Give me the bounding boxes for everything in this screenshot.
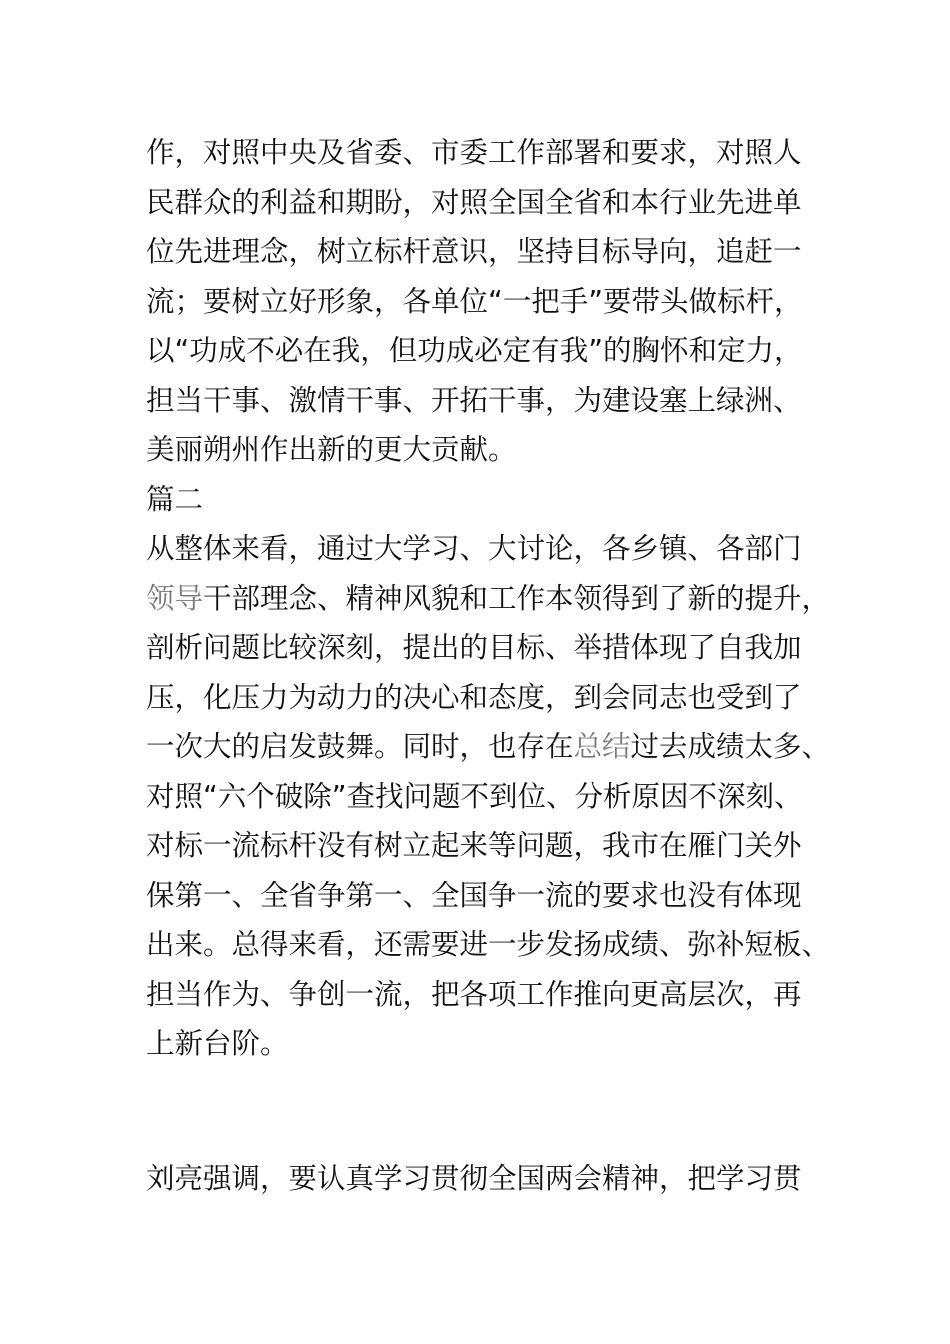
text-line [146, 673, 846, 723]
text-segment: 作，对照中央及省委、市委工作部署和要求，对照人 [146, 136, 802, 169]
text-line [146, 623, 846, 673]
text-segment: 保第一、全省争第一、全国争一流的要求也没有体现 [146, 878, 802, 912]
text-line [146, 574, 846, 624]
text-segment: 出来。总得来看，还需要进一步发扬成绩、弥补短板、 [146, 928, 831, 961]
text-line [146, 920, 846, 970]
text-segment: 担当干事、激情干事、开拓干事，为建设塞上绿洲、 [146, 383, 802, 417]
text-segment: 压，化压力为动力的决心和态度，到会同志也受到了 [146, 680, 802, 714]
text-line [146, 821, 846, 871]
text-segment: 剖析问题比较深刻，提出的目标、举措体现了自我加 [146, 631, 802, 664]
text-line [146, 178, 846, 228]
text-segment: 位先进理念，树立标杆意识，坚持目标导向，追赶一 [146, 235, 802, 268]
text-segment: 民群众的利益和期盼，对照全国全省和本行业先进单 [146, 185, 802, 219]
text-line [146, 277, 846, 327]
text-line [146, 227, 846, 277]
text-segment: 担当作为、争创一流，把各项工作推向更高层次，再 [146, 977, 802, 1011]
text-line [146, 326, 846, 376]
text-segment: 美丽朔州作出新的更大贡献。 [146, 433, 517, 466]
text-line [146, 871, 846, 921]
text-line [146, 524, 846, 574]
text-line [146, 970, 846, 1020]
text-segment: 对标一流标杆没有树立起来等问题，我市在雁门关外 [146, 829, 802, 862]
text-segment: 过去成绩太多、 [630, 730, 831, 763]
text-line [146, 1154, 846, 1204]
text-line [146, 1019, 846, 1069]
text-line [146, 475, 846, 525]
text-segment: 以“功成不必在我，但功成必定有我”的胸怀和定力， [146, 334, 803, 367]
text-segment: 从整体来看，通过大学习、大讨论，各乡镇、各部门 [146, 532, 802, 565]
text-segment: 流；要树立好形象，各单位“一把手”要带头做标杆， [146, 284, 803, 318]
text-segment: 上新台阶。 [146, 1027, 289, 1060]
body-text-block-1 [146, 128, 846, 1069]
text-segment: 对照“六个破除”查找问题不到位、分析原因不深刻、 [146, 779, 803, 813]
highlighted-link-text[interactable]: 领导 [146, 581, 204, 615]
text-line [146, 772, 846, 822]
text-segment: 刘亮强调，要认真学习贯彻全国两会精神，把学习贯 [146, 1162, 802, 1195]
text-line [146, 722, 846, 772]
text-line [146, 376, 846, 426]
text-line [146, 425, 846, 475]
highlighted-link-text[interactable]: 总结 [573, 730, 631, 763]
text-segment: 干部理念、精神风貌和工作本领得到了新的提升， [203, 581, 831, 615]
text-segment: 篇二 [146, 482, 204, 516]
text-line [146, 128, 846, 178]
text-segment: 一次大的启发鼓舞。同时，也存在 [146, 730, 574, 763]
body-text-block-2 [146, 1154, 846, 1204]
